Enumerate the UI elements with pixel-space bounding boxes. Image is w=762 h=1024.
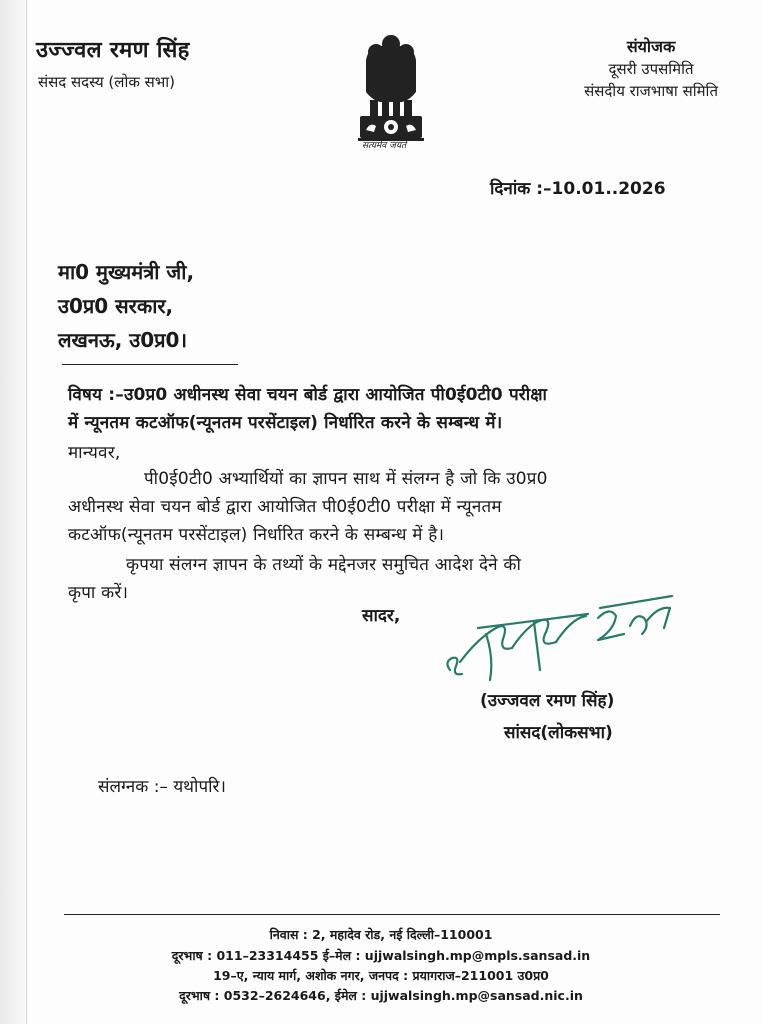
- committee-role: संयोजक: [626, 37, 676, 56]
- sender-designation: संसद सदस्य (लोक सभा): [38, 73, 176, 91]
- footer-contact-delhi: दूरभाष : 011–23314455 ई–मेल : ujjwalsingh.mp@mpls.sansad.in: [171, 948, 591, 963]
- signatory-title: सांसद(लोकसभा): [504, 723, 613, 743]
- footer-residence: निवास : 2, महादेव रोड, नई दिल्ली–110001: [269, 927, 493, 942]
- addressee-line-2: उ0प्र0 सरकार,: [58, 294, 174, 318]
- footer-address-prayagraj: 19–ए, न्याय मार्ग, अशोक नगर, जनपद : प्रयागराज–211001 उ0प्र0: [213, 968, 549, 983]
- para2-line-2: कृपा करें।: [68, 583, 129, 603]
- para2-line-1: कृपया संलग्न ज्ञापन के तथ्यों के मद्देनजर समुचित आदेश देने की: [126, 555, 522, 575]
- letter-date: दिनांक :–10.01..2026: [490, 179, 666, 199]
- committee-subcommittee: दूसरी उपसमिति: [608, 60, 694, 78]
- sender-name: उज्ज्वल रमण सिंह: [36, 38, 190, 63]
- subject-line-1: विषय :–उ0प्र0 अधीनस्थ सेवा चयन बोर्ड द्वारा आयोजित पी0ई0टी0 परीक्षा: [68, 385, 548, 405]
- page-edge-shadow: [0, 0, 27, 1024]
- footer-divider: [64, 914, 720, 915]
- committee-name: संसदीय राजभाषा समिति: [584, 82, 718, 100]
- footer-contact-prayagraj: दूरभाष : 0532–2624646, ईमेल : ujjwalsingh.mp@sansad.nic.in: [179, 988, 583, 1003]
- subject-line-2: में न्यूनतम कटऑफ(न्यूनतम परसेंटाइल) निर्धारित करने के सम्बन्ध में।: [68, 413, 503, 433]
- enclosure-note: संलग्नक :– यथोपरि।: [98, 777, 226, 797]
- emblem-motto: सत्यमेव जयते: [362, 141, 407, 151]
- para1-line-1: पी0ई0टी0 अभ्यार्थियों का ज्ञापन साथ में संलग्न है जो कि उ0प्र0: [144, 469, 548, 489]
- addressee-line-1: मा0 मुख्यमंत्री जी,: [58, 260, 195, 284]
- handwritten-signature: [438, 578, 688, 698]
- para1-line-2: अधीनस्थ सेवा चयन बोर्ड द्वारा आयोजित पी0ई0टी0 परीक्षा में न्यूनतम: [68, 497, 502, 517]
- closing: सादर,: [362, 606, 401, 626]
- para1-line-3: कटऑफ(न्यूनतम परसेंटाइल) निर्धारित करने के सम्बन्ध में है।: [68, 525, 445, 545]
- committee-block: [584, 36, 718, 102]
- national-emblem-icon: [352, 30, 430, 150]
- salutation: मान्यवर,: [68, 443, 121, 463]
- addressee-underline: [62, 364, 238, 365]
- addressee-line-3: लखनऊ, उ0प्र0।: [58, 328, 188, 352]
- signatory-name: (उज्जवल रमण सिंह): [480, 691, 615, 711]
